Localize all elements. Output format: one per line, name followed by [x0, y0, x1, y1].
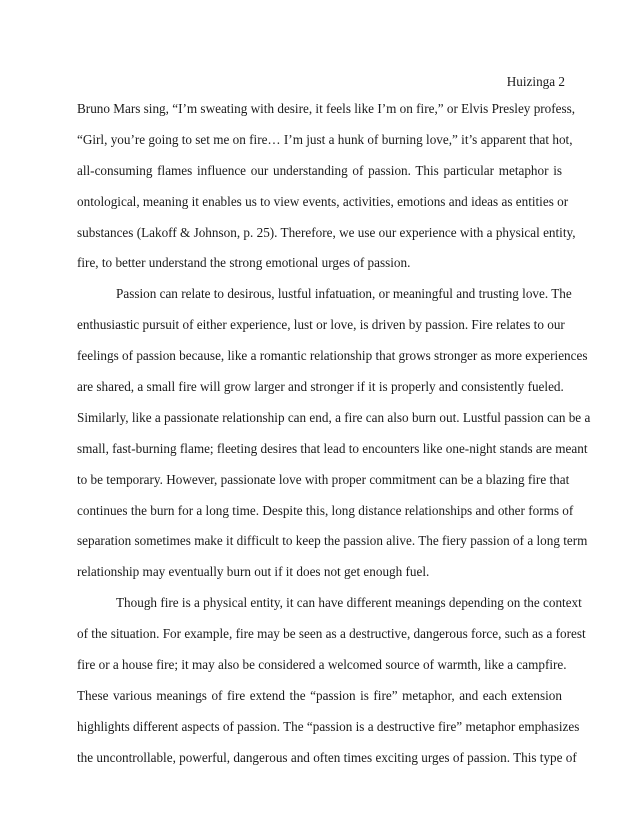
running-head: Huizinga 2	[506, 74, 565, 89]
text-line: relationship may eventually burn out if it does not get enough fuel.	[77, 564, 430, 580]
text-line: all-consuming flames influence our understanding of passion. This particular metaphor is	[77, 162, 562, 178]
essay-body	[77, 98, 591, 778]
text-line: feelings of passion because, like a romantic relationship that grows stronger as more experiences	[77, 348, 588, 364]
text-line: fire or a house fire; it may also be considered a welcomed source of warmth, like a campfire.	[77, 657, 567, 673]
text-line: of the situation. For example, fire may be seen as a destructive, dangerous force, such as a forest	[77, 626, 586, 642]
text-line: “Girl, you’re going to set me on fire… I’m just a hunk of burning love,” it’s apparent that hot,	[77, 131, 573, 147]
text-line: substances (Lakoff & Johnson, p. 25). Therefore, we use our experience with a physical entity,	[77, 224, 576, 240]
text-line: to be temporary. However, passionate love with proper commitment can be a blazing fire that	[77, 471, 570, 487]
text-line: separation sometimes make it difficult to keep the passion alive. The fiery passion of a long term	[77, 533, 588, 549]
text-line: fire, to better understand the strong emotional urges of passion.	[77, 255, 411, 271]
text-line: the uncontrollable, powerful, dangerous and often times exciting urges of passion. This type of	[77, 749, 577, 765]
text-line: are shared, a small fire will grow larger and stronger if it is properly and consistently fueled.	[77, 379, 564, 395]
text-line: ontological, meaning it enables us to view events, activities, emotions and ideas as entities or	[77, 193, 569, 209]
text-line: Similarly, like a passionate relationship can end, a fire can also burn out. Lustful passion can be a	[77, 409, 591, 425]
text-line: small, fast-burning flame; fleeting desires that lead to encounters like one-night stands are meant	[77, 440, 588, 456]
text-line: continues the burn for a long time. Despite this, long distance relationships and other forms of	[77, 502, 574, 518]
text-line: Bruno Mars sing, “I’m sweating with desire, it feels like I’m on fire,” or Elvis Presley profess,	[77, 101, 576, 116]
text-line: highlights different aspects of passion. The “passion is a destructive fire” metaphor emphasizes	[77, 718, 580, 734]
text-line: These various meanings of fire extend the “passion is fire” metaphor, and each extension	[77, 687, 562, 703]
text-line: enthusiastic pursuit of either experience, lust or love, is driven by passion. Fire relates to our	[77, 317, 565, 333]
text-line: Passion can relate to desirous, lustful infatuation, or meaningful and trusting love. The	[116, 286, 572, 302]
text-line: Though fire is a physical entity, it can have different meanings depending on the context	[116, 595, 582, 611]
